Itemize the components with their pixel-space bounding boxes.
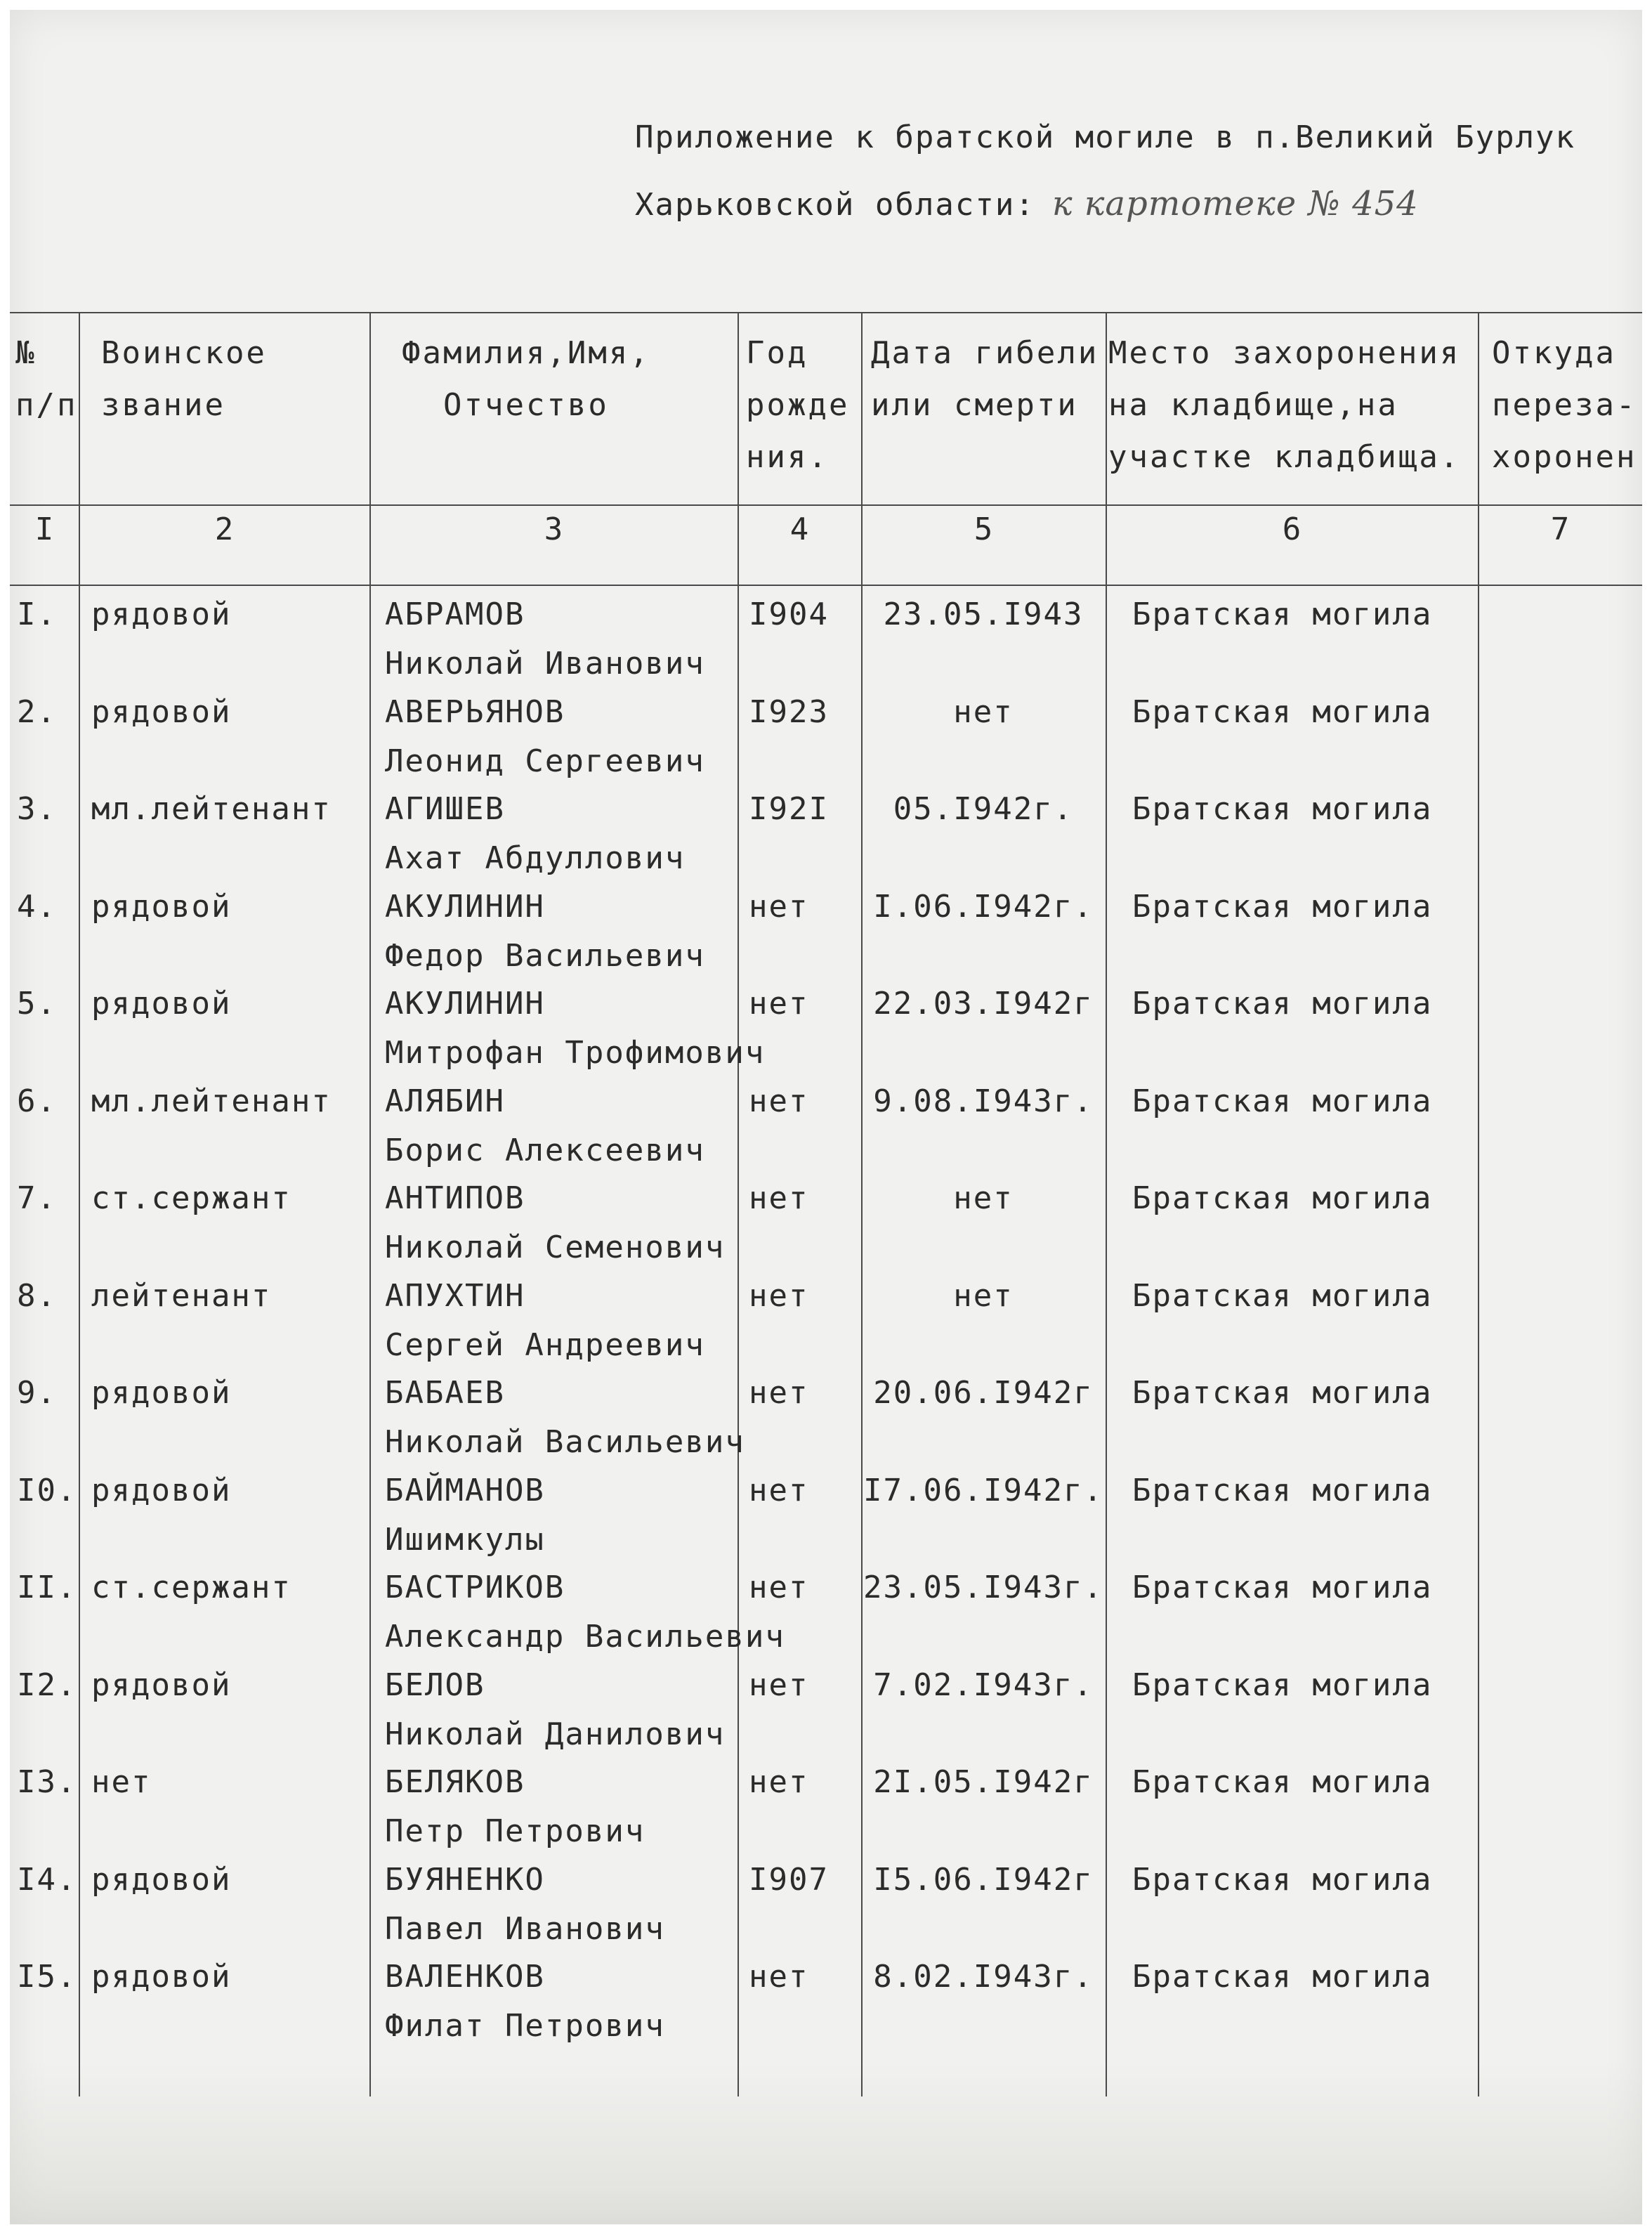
row-rank: ст.сержант (91, 1570, 291, 1605)
row-number: 6. (17, 1083, 57, 1119)
row-death-date: нет (953, 1180, 1014, 1216)
row-burial-place: Братская могила (1132, 888, 1433, 925)
col-divider-1 (79, 312, 80, 2096)
col-divider-2 (369, 312, 371, 2096)
row-given-names: Филат Петрович (385, 2008, 665, 2044)
row-given-names: Сергей Андреевич (385, 1326, 705, 1363)
row-number: I3. (17, 1764, 77, 1800)
col-header-name: Фамилия,Имя, Отчество (402, 335, 650, 423)
col-divider-3 (738, 312, 739, 2096)
col-header-reburied-from: Откуда переза- хоронен (1492, 335, 1637, 475)
row-rank: лейтенант (91, 1277, 272, 1314)
row-rank: мл.лейтенант (91, 1083, 332, 1119)
row-burial-place: Братская могила (1132, 1764, 1433, 1800)
col-header-burial-place: Место захоронения на кладбище,на участке кладбища. (1108, 335, 1461, 475)
row-death-date: нет (953, 1277, 1014, 1314)
row-burial-place: Братская могила (1132, 1180, 1433, 1216)
row-death-date: I5.06.I942г (873, 1861, 1094, 1898)
row-burial-place: Братская могила (1132, 1083, 1433, 1119)
row-death-date: 9.08.I943г. (873, 1083, 1094, 1119)
row-birth-year: нет (749, 1083, 809, 1119)
col-number-4: 4 (789, 511, 809, 547)
row-death-date: 05.I942г. (893, 791, 1074, 827)
row-surname: БАСТРИКОВ (385, 1570, 565, 1605)
row-given-names: Николай Семенович (385, 1230, 726, 1265)
row-surname: БЕЛОВ (385, 1667, 485, 1703)
header-bottom-border (10, 504, 1642, 506)
row-surname: АЛЯБИН (385, 1083, 505, 1119)
row-given-names: Петр Петрович (385, 1813, 645, 1849)
row-rank: нет (91, 1764, 152, 1800)
row-number: 8. (17, 1277, 57, 1314)
row-rank: рядовой (91, 596, 232, 632)
row-rank: рядовой (91, 1472, 232, 1508)
row-burial-place: Братская могила (1132, 1472, 1433, 1508)
row-surname: АНТИПОВ (385, 1180, 525, 1216)
row-death-date: I.06.I942г. (873, 888, 1094, 925)
row-rank: рядовой (91, 1375, 232, 1411)
row-given-names: Федор Васильевич (385, 937, 705, 974)
row-surname: БЕЛЯКОВ (385, 1764, 525, 1800)
row-rank: рядовой (91, 1667, 232, 1703)
row-burial-place: Братская могила (1132, 1277, 1433, 1314)
row-number: I5. (17, 1959, 77, 1995)
row-surname: БУЯНЕНКО (385, 1861, 545, 1898)
col-header-rank: Воинское звание (101, 335, 267, 423)
row-number: 2. (17, 693, 57, 730)
row-birth-year: нет (749, 1277, 809, 1314)
row-given-names: Леонид Сергеевич (385, 743, 705, 779)
row-burial-place: Братская могила (1132, 1570, 1433, 1605)
row-death-date: 23.05.I943 (883, 596, 1084, 632)
row-birth-year: нет (749, 888, 809, 925)
col-divider-6 (1478, 312, 1479, 2096)
row-death-date: 8.02.I943г. (873, 1959, 1094, 1995)
row-rank: рядовой (91, 693, 232, 730)
row-given-names: Николай Данилович (385, 1716, 726, 1752)
row-rank: рядовой (91, 986, 232, 1022)
row-death-date: I7.06.I942г. (863, 1472, 1103, 1508)
document-title-line1: Приложение к братской могиле в п.Великий Бурлук (635, 119, 1576, 155)
row-burial-place: Братская могила (1132, 986, 1433, 1022)
row-death-date: 20.06.I942г (873, 1375, 1094, 1411)
row-birth-year: нет (749, 1570, 809, 1605)
col-header-birth-year: Год рожде ния. (746, 335, 850, 475)
row-birth-year: нет (749, 1180, 809, 1216)
row-birth-year: нет (749, 1375, 809, 1411)
row-given-names: Николай Иванович (385, 646, 705, 681)
row-death-date: нет (953, 693, 1014, 730)
row-number: 3. (17, 791, 57, 827)
row-burial-place: Братская могила (1132, 1959, 1433, 1995)
region-text: Харьковской области: (635, 187, 1035, 223)
row-rank: рядовой (91, 888, 232, 925)
col-number-3: 3 (544, 511, 563, 547)
row-given-names: Павел Иванович (385, 1910, 665, 1947)
row-burial-place: Братская могила (1132, 1667, 1433, 1703)
row-birth-year: I923 (749, 693, 829, 730)
colnum-bottom-border (10, 585, 1642, 586)
row-given-names: Борис Алексеевич (385, 1132, 705, 1168)
row-number: I4. (17, 1861, 77, 1898)
row-surname: АВЕРЬЯНОВ (385, 693, 565, 730)
handwritten-card-note: к картотеке № 454 (1051, 184, 1419, 223)
row-birth-year: нет (749, 1764, 809, 1800)
row-given-names: Митрофан Трофимович (385, 1035, 766, 1071)
row-rank: рядовой (91, 1861, 232, 1898)
row-death-date: 23.05.I943г. (863, 1570, 1103, 1605)
col-number-7: 7 (1550, 511, 1570, 547)
row-given-names: Александр Васильевич (385, 1619, 785, 1655)
row-number: I. (17, 596, 57, 632)
row-number: I2. (17, 1667, 77, 1703)
row-surname: АБРАМОВ (385, 596, 525, 632)
row-surname: БАЙМАНОВ (385, 1472, 545, 1508)
row-number: 7. (17, 1180, 57, 1216)
row-burial-place: Братская могила (1132, 791, 1433, 827)
row-number: I0. (17, 1472, 77, 1508)
row-death-date: 2I.05.I942г (873, 1764, 1094, 1800)
row-surname: ВАЛЕНКОВ (385, 1959, 545, 1995)
row-surname: АГИШЕВ (385, 791, 505, 827)
row-birth-year: нет (749, 1667, 809, 1703)
row-burial-place: Братская могила (1132, 596, 1433, 632)
row-burial-place: Братская могила (1132, 1375, 1433, 1411)
row-given-names: Ахат Абдуллович (385, 840, 686, 876)
col-number-2: 2 (214, 511, 234, 547)
row-burial-place: Братская могила (1132, 693, 1433, 730)
col-number-1: I (34, 511, 54, 547)
col-header-number: № п/п (15, 335, 78, 423)
col-divider-5 (1106, 312, 1107, 2096)
col-header-death-date: Дата гибели или смерти (871, 335, 1099, 423)
row-number: II. (17, 1570, 77, 1605)
row-rank: мл.лейтенант (91, 791, 332, 827)
row-birth-year: нет (749, 986, 809, 1022)
table-top-border (10, 312, 1642, 313)
row-rank: ст.сержант (91, 1180, 291, 1216)
row-number: 9. (17, 1375, 57, 1411)
col-number-6: 6 (1282, 511, 1302, 547)
row-rank: рядовой (91, 1959, 232, 1995)
row-surname: АКУЛИНИН (385, 986, 545, 1022)
row-given-names: Ишимкулы (385, 1521, 545, 1558)
row-surname: АПУХТИН (385, 1277, 525, 1314)
row-birth-year: нет (749, 1959, 809, 1995)
row-number: 4. (17, 888, 57, 925)
row-birth-year: I907 (749, 1861, 829, 1898)
row-number: 5. (17, 986, 57, 1022)
row-death-date: 7.02.I943г. (873, 1667, 1094, 1703)
col-number-5: 5 (973, 511, 993, 547)
row-burial-place: Братская могила (1132, 1861, 1433, 1898)
row-surname: БАБАЕВ (385, 1375, 505, 1411)
row-surname: АКУЛИНИН (385, 888, 545, 925)
row-birth-year: I92I (749, 791, 829, 827)
row-birth-year: нет (749, 1472, 809, 1508)
row-given-names: Николай Васильевич (385, 1424, 745, 1460)
row-death-date: 22.03.I942г (873, 986, 1094, 1022)
row-birth-year: I904 (749, 596, 829, 632)
